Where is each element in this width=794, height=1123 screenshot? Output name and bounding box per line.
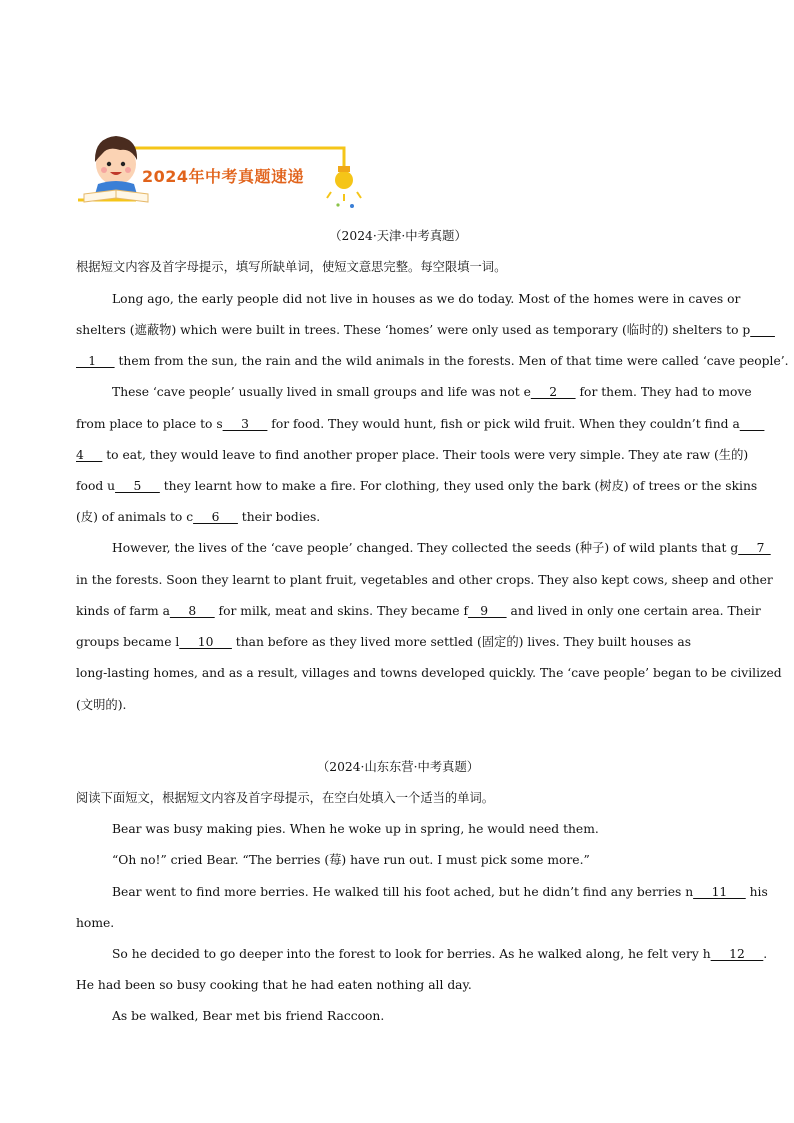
passage-line: __1___ them from the sun, the rain and the wild animals in the forests. Men of that time were called ‘cave people’.: [76, 354, 789, 368]
passage-line: in the forests. Soon they learnt to plant fruit, vegetables and other crops. They also kept cows, sheep and other: [76, 573, 773, 587]
blank-1: ____: [750, 323, 775, 337]
blank-10: ___10___: [179, 635, 232, 649]
question-source: （2024·天津·中考真题）: [329, 229, 467, 243]
blank-8: ___8___: [169, 604, 215, 618]
passage-line: home.: [76, 916, 115, 930]
passage-line: Bear went to find more berries. He walked till his foot ached, but he didn’t find any berries n___11___ his: [112, 885, 768, 899]
passage-line: kinds of farm a___8___ for milk, meat and skins. They became f__9___ and lived in only one certain area. Their: [76, 604, 761, 618]
passage-line: So he decided to go deeper into the forest to look for berries. As he walked along, he felt very h___12___.: [112, 947, 768, 961]
blank-9: __9___: [468, 604, 507, 618]
passage-line: Long ago, the early people did not live in houses as we do today. Most of the homes were in caves or: [112, 292, 741, 306]
blank-2: ___2___: [530, 385, 576, 399]
question-source: （2024·山东东营·中考真题）: [316, 760, 480, 774]
passage-line: 4___ to eat, they would leave to find another proper place. Their tools were very simple. They ate raw (生的): [76, 448, 749, 462]
passage-line: As be walked, Bear met bis friend Raccoon.: [112, 1009, 385, 1023]
passage-line: However, the lives of the ‘cave people’ changed. They collected the seeds (种子) of wild plants that g___7_: [112, 541, 771, 555]
blank-11: ___11___: [693, 885, 746, 899]
blank-7: ___7_: [738, 541, 771, 555]
blank-4: ____: [739, 417, 765, 431]
passage-line: shelters (遮蔽物) which were built in trees. These ‘homes’ were only used as temporary (临时的) shelters to p____: [76, 323, 775, 337]
passage-line: groups became l___10___ than before as they lived more settled (固定的) lives. They built houses as: [76, 635, 692, 649]
passage-line: Bear was busy making pies. When he woke up in spring, he would need them.: [112, 822, 599, 836]
passage-line: from place to place to s___3___ for food. They would hunt, fish or pick wild fruit. When they couldn’t find a____: [76, 417, 765, 431]
passage-line: (文明的).: [76, 698, 127, 712]
blank-1: __1___: [76, 354, 115, 368]
blank-5: ___5___: [115, 479, 160, 493]
blank-12: ___12___: [710, 947, 764, 961]
instruction-text: 根据短文内容及首字母提示，填写所缺单词，使短文意思完整。每空限填一词。: [76, 260, 507, 274]
passage-line: He had been so busy cooking that he had eaten nothing all day.: [76, 978, 472, 992]
blank-3: ___3___: [222, 417, 268, 431]
passage-line: “Oh no!” cried Bear. “The berries (莓) have run out. I must pick some more.”: [112, 853, 590, 867]
blank-4: 4___: [76, 448, 103, 462]
passage-line: long-lasting homes, and as a result, villages and towns developed quickly. The ‘cave people’ began to be civilized: [76, 666, 782, 680]
instruction-text: 阅读下面短文，根据短文内容及首字母提示，在空白处填入一个适当的单词。: [76, 791, 495, 805]
passage-line: These ‘cave people’ usually lived in small groups and life was not e___2___ for them. They had to move: [112, 385, 752, 399]
passage-line: food u___5___ they learnt how to make a fire. For clothing, they used only the bark (树皮) of trees or the skins: [76, 479, 758, 493]
blank-6: ___6___: [193, 510, 238, 524]
banner-title: 2024年中考真题速递: [142, 167, 305, 186]
passage-line: (皮) of animals to c___6___ their bodies.: [76, 510, 321, 524]
